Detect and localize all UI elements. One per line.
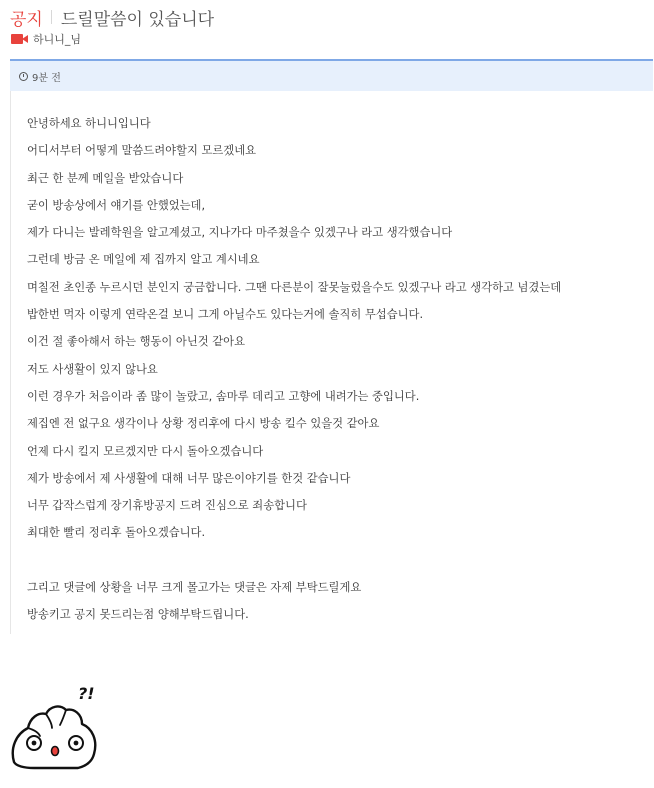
post-line: 굳이 방송상에서 얘기를 안했었는데, [27,198,206,212]
post-line: 그리고 댓글에 상황을 너무 크게 몰고가는 댓글은 자제 부탁드릴게요 [27,581,362,595]
post-body [10,91,653,634]
post-text [27,116,561,635]
video-camera-icon [11,33,28,45]
post-line: 이런 경우가 처음이라 좀 많이 놀랐고, 솜마루 데리고 고향에 내려가는 중입니다. [27,389,420,403]
post-line: 최대한 빨리 정리후 돌아오겠습니다. [27,526,206,540]
notice-tag[interactable]: 공지 [10,9,43,30]
post-line: 제집엔 전 없구요 생각이나 상황 정리후에 다시 방송 킬수 있을것 같아요 [27,417,380,431]
clock-icon [19,72,28,81]
post-line: 너무 갑작스럽게 장기휴방공지 드려 진심으로 죄송합니다 [27,499,307,513]
post-line: 안녕하세요 하니니입니다 [27,117,151,130]
post-line: 어디서부터 어떻게 말씀드려야할지 모르겠네요 [27,144,257,158]
post-meta-bar [10,59,653,91]
notice-header [10,6,214,28]
post-line: 밥한번 먹자 이렇게 연락온걸 보니 그게 아닐수도 있다는거에 솔직히 무섭습니다. [27,308,424,322]
post-line: 제가 다니는 발레학원을 알고계셨고, 지나가다 마주쳤을수 있겠구나 라고 생각했습니다 [27,226,453,240]
post-line: 언제 다시 킬지 모르겠지만 다시 돌아오겠습니다 [27,444,264,458]
post-line: 저도 사생활이 있지 않나요 [27,362,158,376]
author-name[interactable]: 하니니_님 [33,33,82,46]
author-row[interactable] [11,31,81,47]
post-line-blank [27,553,561,580]
post-line: 방송키고 공지 못드리는점 양해부탁드립니다. [27,608,249,622]
header-divider [51,10,52,24]
post-title: 드릴말씀이 있습니다 [60,9,215,30]
dumpling-mascot-icon [8,684,108,784]
post-line: 그런데 방금 온 메일에 제 집까지 알고 계시네요 [27,253,260,267]
post-time: 9분 전 [32,72,61,84]
post-line: 며칠전 초인종 누르시던 분인지 궁금합니다. 그땐 다른분이 잘못눌렀을수도 있겠구나 라고 생각하고 넘겼는데 [27,280,562,294]
mascot-exclaim: ?! [78,684,95,703]
post-line: 제가 방송에서 제 사생활에 대해 너무 많은이야기를 한것 같습니다 [27,471,351,485]
post-line: 최근 한 분께 메일을 받았습니다 [27,171,184,185]
post-line: 이건 절 좋아해서 하는 행동이 아닌것 같아요 [27,335,245,349]
